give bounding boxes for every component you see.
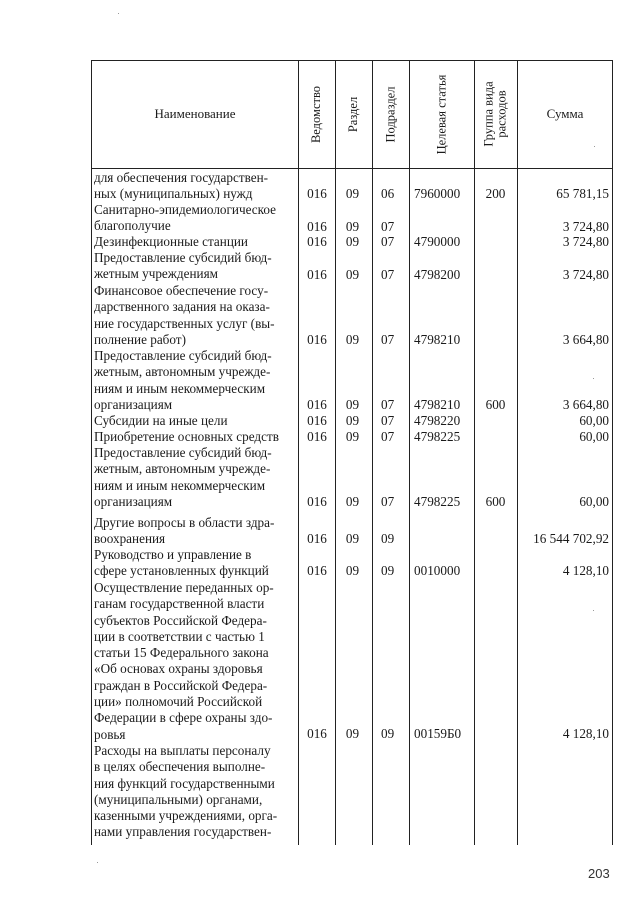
row-5-name [94,348,295,413]
row-6-sum: 60,00 [579,413,609,428]
name-line: Субсидии на иные цели [94,413,228,428]
row-0-pod: 06 [381,186,395,201]
header-grp-label [483,81,509,146]
row-7-razd: 09 [345,429,360,444]
header-podrazdel [373,60,409,168]
name-line: Приобретение основных средств [94,429,279,444]
row-1-pod: 07 [381,219,395,234]
name-line: нами управления государствен- [94,824,272,840]
row-2-cs: 4790000 [414,234,461,249]
header-name [92,60,298,168]
header-razdel-label: Раздел [346,96,361,132]
row-7-ved: 016 [307,429,327,444]
row-6-ved: 016 [307,413,327,428]
name-line: (муниципальными) органами, [94,791,263,807]
row-8-cs: 4798225 [414,494,461,509]
row-1-sum: 3 724,80 [562,219,609,234]
row-5-sum: 3 664,80 [562,397,609,412]
header-grp-line2: расходов [495,90,510,138]
row-11-ved: 016 [307,726,327,741]
row-10-sum: 4 128,10 [562,563,609,578]
name-line: жетным учреждениям [94,266,218,282]
name-line: Федерации в сфере охраны здо- [94,710,273,726]
name-line: Предоставление субсидий бюд- [94,348,272,363]
row-11-sum: 4 128,10 [562,726,609,741]
name-line: Расходы на выплаты персоналу [94,743,271,758]
row-6-cs: 4798220 [414,413,461,428]
header-ved-label: Ведомство [309,85,324,143]
name-line: организациям [94,396,173,412]
name-line: субъектов Российской Федера- [94,612,267,628]
name-line: Финансовое обеспечение госу- [94,283,269,298]
row-3-ved: 016 [307,267,327,282]
header-grp-line1: Группа вида [482,81,497,147]
name-line: жетным, автономным учрежде- [94,364,271,380]
row-3-razd: 09 [345,267,360,282]
header-cs-label: Целевая статья [434,74,449,154]
name-line: Дезинфекционные станции [94,234,248,249]
row-6-pod: 07 [381,413,395,428]
row-10-name [94,547,295,580]
row-2-sum: 3 724,80 [562,234,609,249]
col-divider-grp [474,60,475,845]
row-9-sum: 16 544 702,92 [533,531,609,546]
row-9-pod: 09 [381,531,395,546]
row-0-ved: 016 [307,186,327,201]
row-0-sum: 65 781,15 [556,186,609,201]
row-4-razd: 09 [345,332,360,347]
name-line: Осуществление переданных ор- [94,580,274,595]
row-11-pod: 09 [381,726,395,741]
row-2-pod: 07 [381,234,395,249]
row-11-razd: 09 [345,726,360,741]
name-line: дарственного задания на оказа- [94,299,270,315]
row-9-razd: 09 [345,531,360,546]
row-12-name [94,743,295,841]
name-line: Руководство и управление в [94,547,252,562]
row-3-sum: 3 724,80 [562,267,609,282]
row-5-pod: 07 [381,397,395,412]
header-sum-label: Сумма [546,106,584,121]
header-ved [299,60,335,168]
row-6-name [94,413,295,429]
header-razdel [336,60,372,168]
name-line: ровья [94,726,126,742]
row-4-cs: 4798210 [414,332,461,347]
row-4-sum: 3 664,80 [562,332,609,347]
name-line: ганам государственной власти [94,596,265,612]
row-7-pod: 07 [381,429,395,444]
table-left-border [91,60,92,845]
header-podrazdel-label: Подраздел [383,86,398,142]
name-line: ции в соответствии с частью 1 [94,628,265,644]
row-9-name [94,515,295,548]
row-2-razd: 09 [345,234,360,249]
header-name-label: Наименование [154,106,236,121]
row-8-grp: 600 [485,494,506,509]
header-cs [410,60,474,168]
row-8-pod: 07 [381,494,395,509]
name-line: ние государственных услуг (вы- [94,315,275,331]
name-line: ниям и иным некоммерческим [94,477,266,493]
row-8-razd: 09 [345,494,360,509]
row-0-grp: 200 [485,186,506,201]
name-line: полнение работ) [94,331,186,347]
name-line: ных (муниципальных) нужд [94,186,253,202]
row-0-name [94,170,295,203]
name-line: благополучие [94,218,171,234]
row-1-ved: 016 [307,219,327,234]
name-line: ниям и иным некоммерческим [94,380,266,396]
row-7-name [94,429,295,445]
row-8-ved: 016 [307,494,327,509]
row-4-pod: 07 [381,332,395,347]
scan-speck [593,378,594,379]
row-5-ved: 016 [307,397,327,412]
name-line: казенными учреждениями, орга- [94,808,278,824]
name-line: ния функций государственными [94,775,275,791]
row-2-name [94,234,295,250]
scan-speck [594,146,595,147]
row-10-cs: 0010000 [414,563,461,578]
row-8-name [94,445,295,510]
row-4-ved: 016 [307,332,327,347]
row-5-grp: 600 [485,397,506,412]
row-10-razd: 09 [345,563,360,578]
row-1-razd: 09 [345,219,360,234]
name-line: Другие вопросы в области здра- [94,515,275,530]
name-line: Санитарно-эпидемиологическое [94,202,276,217]
name-line: Предоставление субсидий бюд- [94,445,272,460]
scan-speck [97,862,98,863]
row-6-razd: 09 [345,413,360,428]
row-5-cs: 4798210 [414,397,461,412]
row-7-sum: 60,00 [579,429,609,444]
row-8-sum: 60,00 [579,494,609,509]
name-line: воохранения [94,531,166,547]
name-line: организациям [94,493,173,509]
page-number: 203 [588,866,610,881]
name-line: статьи 15 Федерального закона [94,645,269,661]
row-7-cs: 4798225 [414,429,461,444]
col-divider-ved [298,60,299,845]
row-0-cs: 7960000 [414,186,461,201]
row-9-ved: 016 [307,531,327,546]
name-line: жетным, автономным учрежде- [94,461,271,477]
name-line: для обеспечения государствен- [94,170,269,185]
row-4-name [94,283,295,348]
row-11-name [94,580,295,743]
row-1-name [94,202,295,235]
row-10-ved: 016 [307,563,327,578]
row-5-razd: 09 [345,397,360,412]
name-line: в целях обеспечения выполне- [94,759,266,775]
header-bottom-border [91,168,613,169]
name-line: Предоставление субсидий бюд- [94,250,272,265]
row-3-name [94,250,295,283]
scan-speck [118,13,119,14]
name-line: ции» полномочий Российской [94,694,263,710]
row-3-cs: 4798200 [414,267,461,282]
row-10-pod: 09 [381,563,395,578]
row-0-razd: 09 [345,186,360,201]
table-right-border [612,60,613,845]
name-line: граждан в Российской Федера- [94,677,268,693]
name-line: сфере установленных функций [94,563,269,579]
header-grp [475,60,517,168]
scan-speck [593,610,594,611]
row-2-ved: 016 [307,234,327,249]
header-sum [517,60,613,168]
name-line: «Об основах охраны здоровья [94,661,263,677]
row-3-pod: 07 [381,267,395,282]
row-11-cs: 00159Б0 [414,726,462,741]
